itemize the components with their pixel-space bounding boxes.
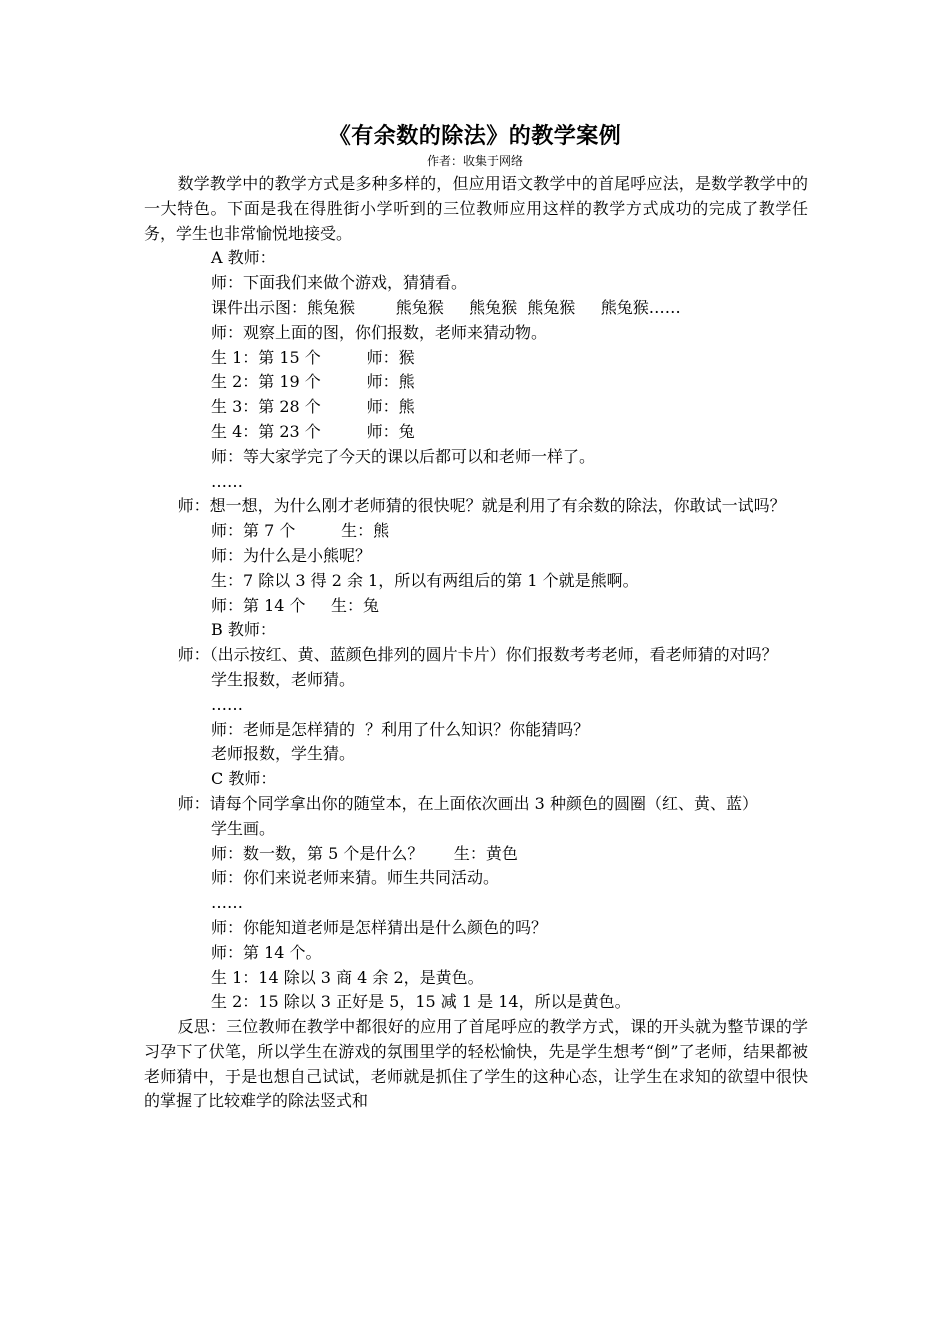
dialogue-line: 师：第 14 个。 xyxy=(211,942,322,962)
dialogue-line: 生 1：第 15 个 师：猴 xyxy=(211,347,415,367)
document-title: 《有余数的除法》的教学案例 xyxy=(328,123,622,149)
dialogue-line: 师：第 14 个 生：兔 xyxy=(211,595,379,615)
dialogue-line: 师：你们来说老师来猜。师生共同活动。 xyxy=(211,868,500,888)
dialogue-line: 师：数一数，第 5 个是什么？ 生：黄色 xyxy=(211,843,518,863)
dialogue-line: 生 4：第 23 个 师：兔 xyxy=(211,421,415,441)
body-paragraph: 师：请每个同学拿出你的随堂本，在上面依次画出 3 种颜色的圆圈（红、黄、蓝） xyxy=(177,793,758,813)
dialogue-line: 学生画。 xyxy=(211,818,276,838)
dialogue-line: 生 2：第 19 个 师：熊 xyxy=(211,372,415,392)
dialogue-line: 老师报数，学生猜。 xyxy=(211,744,356,764)
dialogue-line: 师：第 7 个 生：熊 xyxy=(211,521,390,541)
body-paragraph: 反思：三位教师在教学中都很好的应用了首尾呼应的教学方式，课的开头就为整节课的学习孕下了伏笔，所以学生在游戏的氛围里学的轻松愉快，先是学生想考“倒”了老师，结果都被老师猜中，于是也想自己试试，老师就是抓住了学生的这种心态，让学生在求知的欲望中很快的掌握了比较难学的除法竖式和 xyxy=(144,1017,808,1111)
dialogue-line: 课件出示图：熊兔猴 熊兔猴 熊兔猴 熊兔猴 熊兔猴…… xyxy=(211,297,681,317)
dialogue-line: C 教师： xyxy=(211,769,277,789)
dialogue-line: B 教师： xyxy=(211,620,276,640)
body-paragraph: 师：想一想，为什么刚才老师猜的很快呢？就是利用了有余数的除法，你敢试一试吗？ xyxy=(177,496,786,516)
dialogue-line: 师：老师是怎样猜的 ？利用了什么知识？你能猜吗？ xyxy=(211,719,590,739)
dialogue-line: …… xyxy=(211,471,243,491)
dialogue-line: 师：等大家学完了今天的课以后都可以和老师一样了。 xyxy=(211,446,596,466)
dialogue-line: …… xyxy=(211,893,243,913)
body-paragraph: 师：（出示按红、黄、蓝颜色排列的圆片卡片）你们报数考考老师，看老师猜的对吗？ xyxy=(177,645,778,665)
document-byline: 作者：收集于网络 xyxy=(426,154,523,168)
body-paragraph: 数学教学中的教学方式是多种多样的，但应用语文教学中的首尾呼应法，是数学教学中的一大特色。下面是我在得胜街小学听到的三位教师应用这样的教学方式成功的完成了教学任务，学生也非常愉悦地接受。 xyxy=(144,174,808,243)
dialogue-line: 师：你能知道老师是怎样猜出是什么颜色的吗？ xyxy=(211,917,548,937)
dialogue-line: 生 2：15 除以 3 正好是 5，15 减 1 是 14，所以是黄色。 xyxy=(211,992,631,1012)
dialogue-line: 生：7 除以 3 得 2 余 1，所以有两组后的第 1 个就是熊啊。 xyxy=(211,570,639,590)
dialogue-line: 师：为什么是小熊呢？ xyxy=(211,545,372,565)
dialogue-line: A 教师： xyxy=(211,248,276,268)
dialogue-line: 生 1：14 除以 3 商 4 余 2，是黄色。 xyxy=(211,967,484,987)
document-body xyxy=(144,172,808,1114)
dialogue-line: 生 3：第 28 个 师：熊 xyxy=(211,397,415,417)
dialogue-line: 师：下面我们来做个游戏，猜猜看。 xyxy=(211,273,468,293)
dialogue-line: …… xyxy=(211,694,243,714)
dialogue-line: 师：观察上面的图，你们报数，老师来猜动物。 xyxy=(211,322,548,342)
dialogue-line: 学生报数，老师猜。 xyxy=(211,669,356,689)
